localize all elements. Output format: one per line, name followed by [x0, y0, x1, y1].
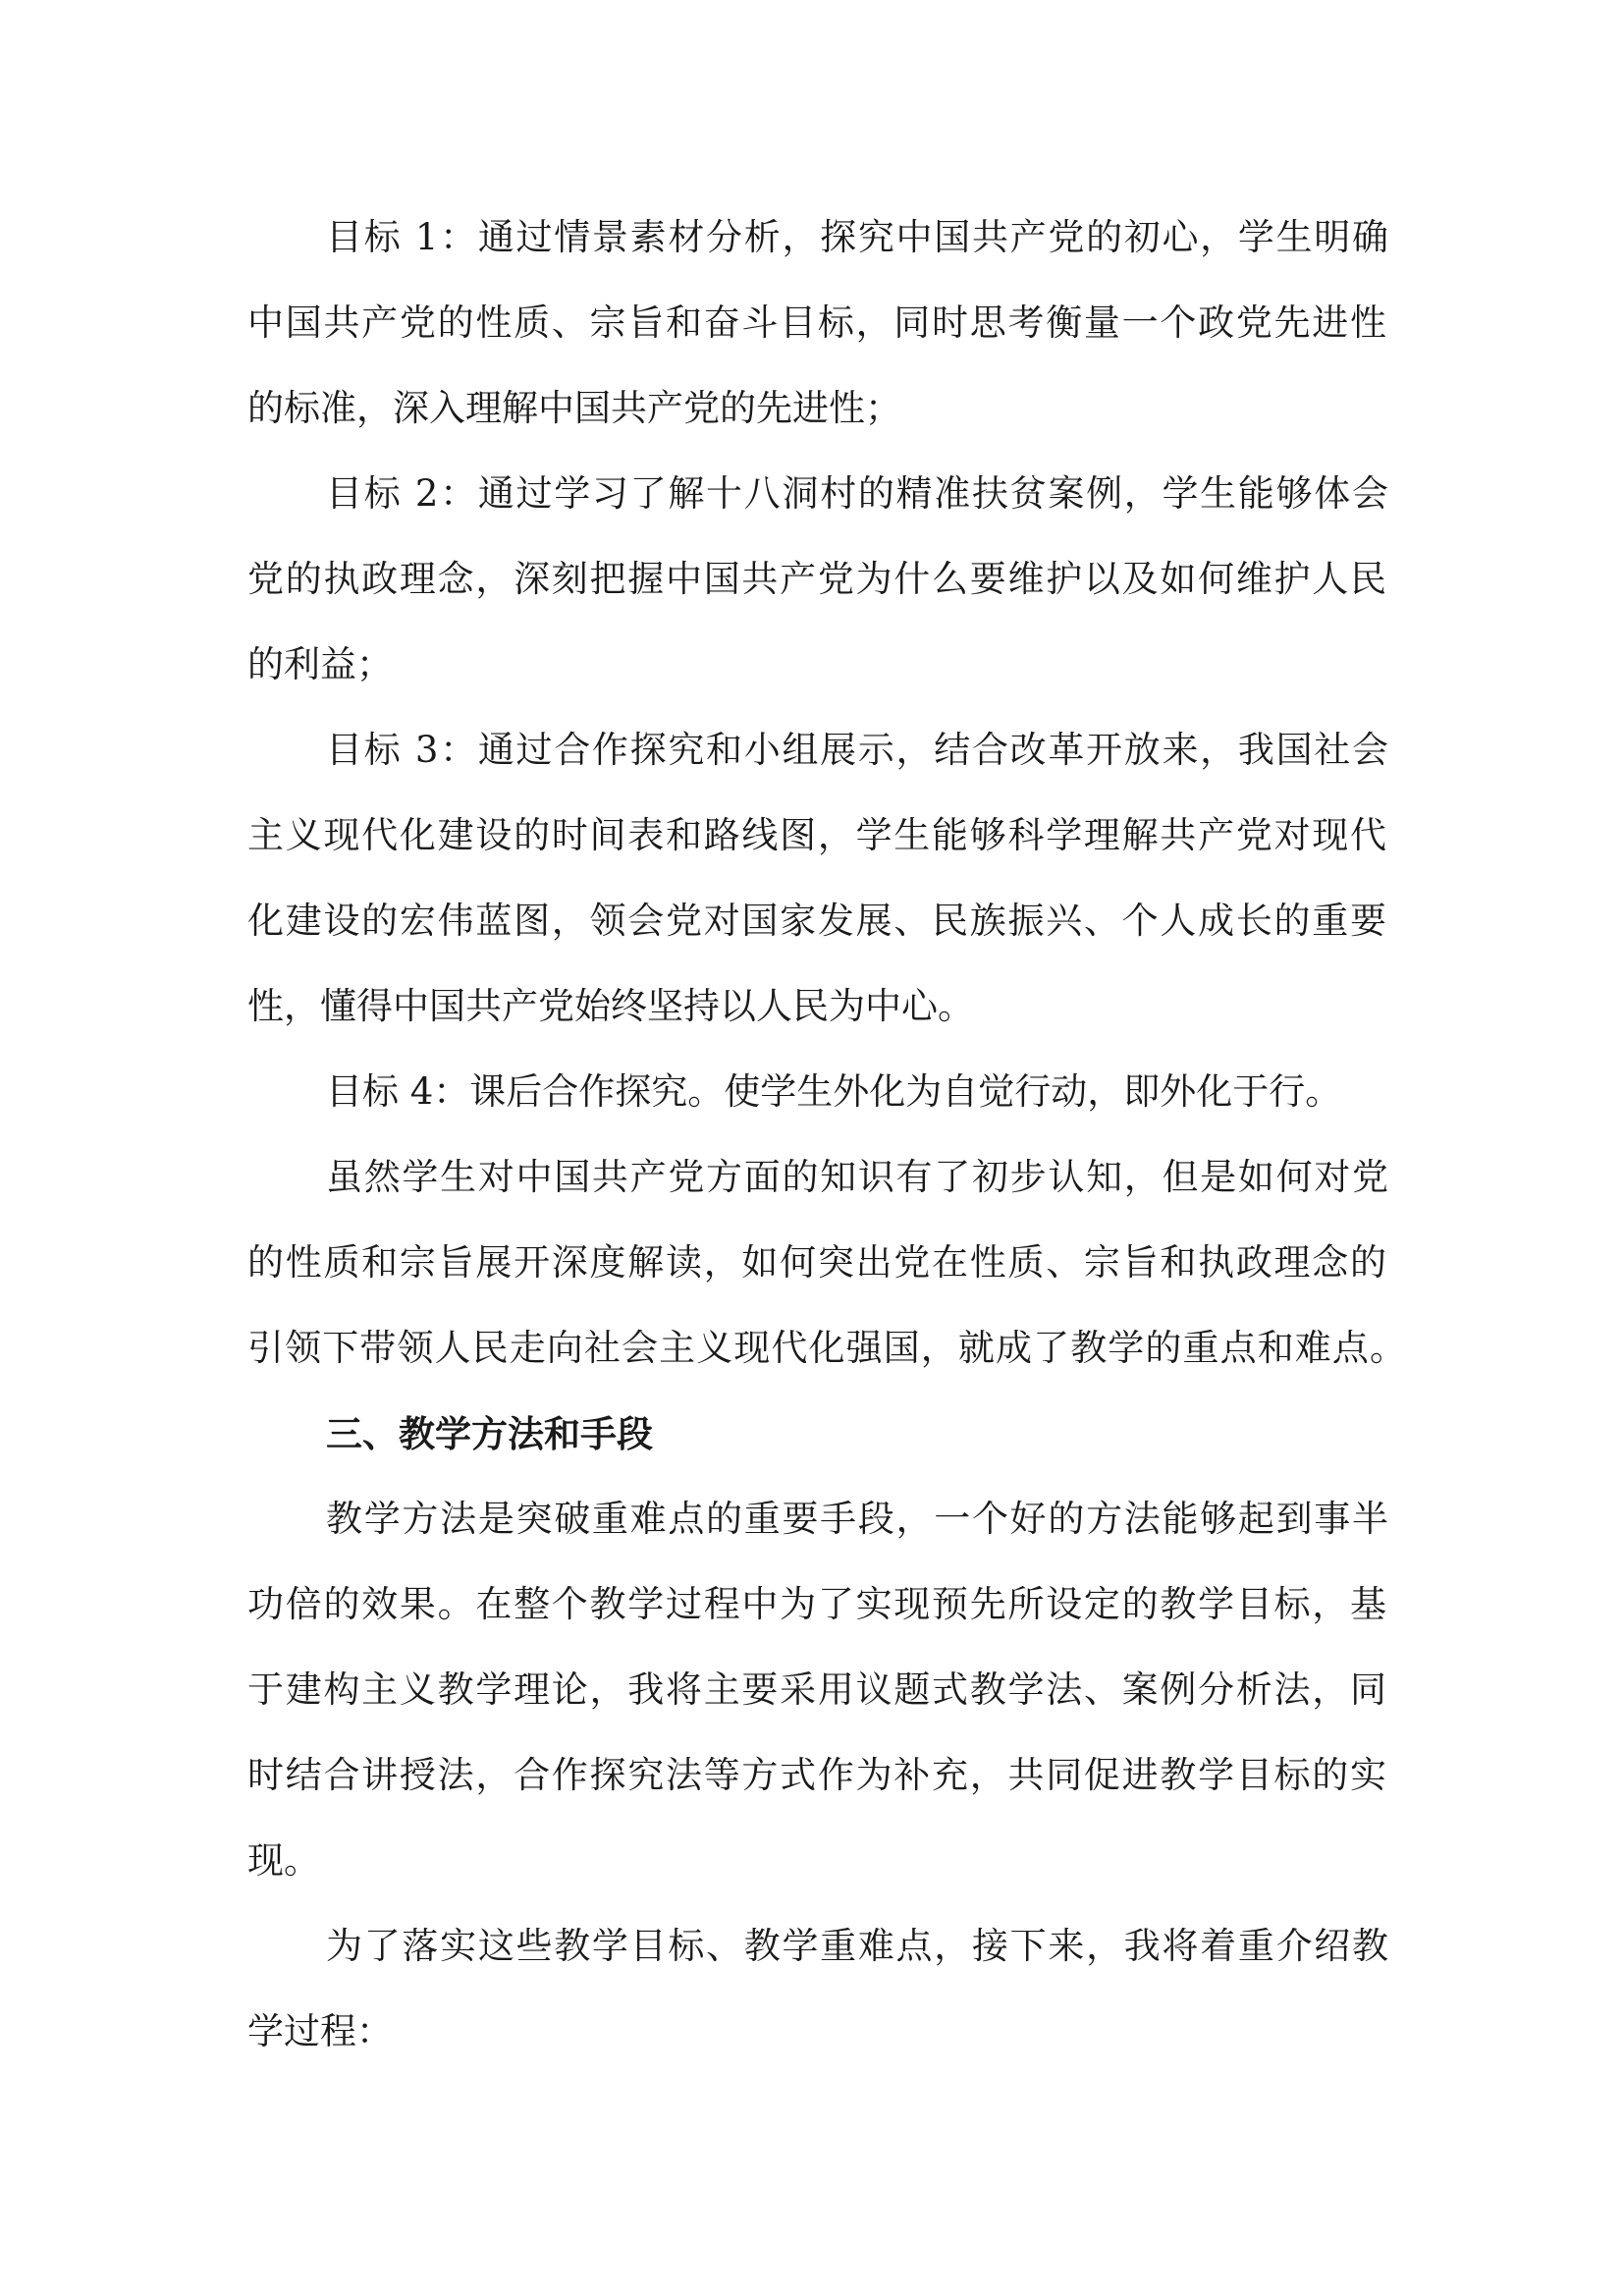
goal-2-line-1: 目标 2：通过学习了解十八洞村的精准扶贫案例，学生能够体会 [326, 472, 1388, 515]
transition-line-2: 学过程： [247, 2010, 393, 2052]
key-difficulty-line-2: 的性质和宗旨展开深度解读，如何突出党在性质、宗旨和执政理念的 [247, 1241, 1386, 1284]
key-difficulty-line-1: 虽然学生对中国共产党方面的知识有了初步认知，但是如何对党 [326, 1156, 1388, 1198]
methods-line-5: 现。 [247, 1839, 320, 1882]
goal-2-line-3: 的利益； [247, 643, 393, 685]
goal-2-line-2: 党的执政理念，深刻把握中国共产党为什么要维护以及如何维护人民 [247, 558, 1386, 600]
goal-4-line-1: 目标 4：课后合作探究。使学生外化为自觉行动，即外化于行。 [326, 1070, 1342, 1113]
goal-1-line-1: 目标 1：通过情景素材分析，探究中国共产党的初心，学生明确 [326, 216, 1388, 258]
goal-3-line-4: 性，懂得中国共产党始终坚持以人民为中心。 [247, 985, 974, 1027]
goal-1-line-2: 中国共产党的性质、宗旨和奋斗目标，同时思考衡量一个政党先进性 [247, 301, 1386, 344]
methods-line-2: 功倍的效果。在整个教学过程中为了实现预先所设定的教学目标，基 [247, 1583, 1386, 1625]
section-3-heading: 三、教学方法和手段 [326, 1412, 653, 1455]
methods-line-3: 于建构主义教学理论，我将主要采用议题式教学法、案例分析法，同 [247, 1668, 1386, 1711]
methods-line-1: 教学方法是突破重难点的重要手段，一个好的方法能够起到事半 [326, 1498, 1388, 1540]
goal-3-line-3: 化建设的宏伟蓝图，领会党对国家发展、民族振兴、个人成长的重要 [247, 900, 1386, 942]
goal-3-line-2: 主义现代化建设的时间表和路线图，学生能够科学理解共产党对现代 [247, 814, 1386, 856]
transition-line-1: 为了落实这些教学目标、教学重难点，接下来，我将着重介绍教 [326, 1925, 1388, 1967]
key-difficulty-line-3: 引领下带领人民走向社会主义现代化强国，就成了教学的重点和难点。 [247, 1327, 1406, 1369]
methods-line-4: 时结合讲授法，合作探究法等方式作为补充，共同促进教学目标的实 [247, 1754, 1386, 1796]
goal-1-line-3: 的标准，深入理解中国共产党的先进性； [247, 387, 901, 429]
goal-3-line-1: 目标 3：通过合作探究和小组展示，结合改革开放来，我国社会 [326, 729, 1388, 771]
